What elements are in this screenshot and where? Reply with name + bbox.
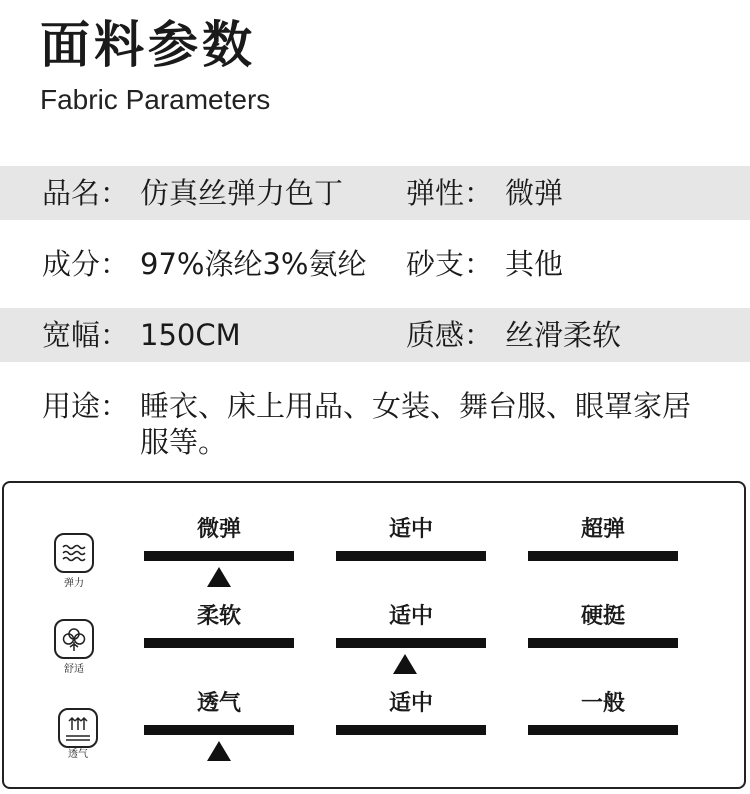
scale-bar <box>528 638 678 648</box>
spec-value: 97%涤纶3%氨纶 <box>140 247 367 281</box>
cotton-flower-icon <box>54 619 94 659</box>
elasticity-waves-icon <box>54 533 94 573</box>
usage-value: 睡衣、床上用品、女装、舞台服、眼罩家居服等。 <box>140 389 692 459</box>
spec-row-width <box>0 308 750 362</box>
scale-level-label: 微弹 <box>196 517 241 542</box>
scale-bar <box>144 551 294 561</box>
scale-bar <box>528 725 678 735</box>
spec-row-composition <box>0 237 750 291</box>
spec-label: 成分： <box>42 247 130 281</box>
breathable-arrows-icon <box>58 708 98 748</box>
usage-label: 用途： <box>42 389 130 423</box>
scale-marker <box>393 654 417 674</box>
spec-label: 宽幅： <box>42 318 130 352</box>
spec-value: 仿真丝弹力色丁 <box>140 176 344 210</box>
spec-value: 丝滑柔软 <box>505 318 622 352</box>
scale-bar <box>144 638 294 648</box>
icon-caption: 透气 <box>68 749 88 760</box>
scale-level-label: 硬挺 <box>580 604 625 629</box>
scale-level-label: 柔软 <box>196 604 241 629</box>
spec-label: 质感： <box>406 318 494 352</box>
spec-value: 150CM <box>140 318 241 352</box>
scale-level-label: 适中 <box>388 604 433 629</box>
scale-marker <box>207 741 231 761</box>
scale-bar <box>144 725 294 735</box>
scale-level-label: 一般 <box>580 691 625 716</box>
spec-label: 品名： <box>42 176 130 210</box>
spec-label: 弹性： <box>406 176 494 210</box>
scale-bar <box>336 638 486 648</box>
spec-value: 微弹 <box>505 176 564 210</box>
scale-level-label: 透气 <box>196 691 241 716</box>
scale-bar <box>528 551 678 561</box>
scale-level-label: 适中 <box>388 691 433 716</box>
scale-level-label: 超弹 <box>580 517 625 542</box>
spec-label: 砂支： <box>406 247 494 281</box>
icon-caption: 弹力 <box>64 578 84 589</box>
scale-marker <box>207 567 231 587</box>
icon-caption: 舒适 <box>64 664 84 675</box>
feel-scale-panel <box>2 481 746 789</box>
page-title: 面料参数 <box>40 16 256 74</box>
spec-value: 其他 <box>505 247 564 281</box>
scale-bar <box>336 725 486 735</box>
spec-row-name <box>0 166 750 220</box>
scale-bar <box>336 551 486 561</box>
scale-level-label: 适中 <box>388 517 433 542</box>
page-subtitle: Fabric Parameters <box>40 84 271 115</box>
